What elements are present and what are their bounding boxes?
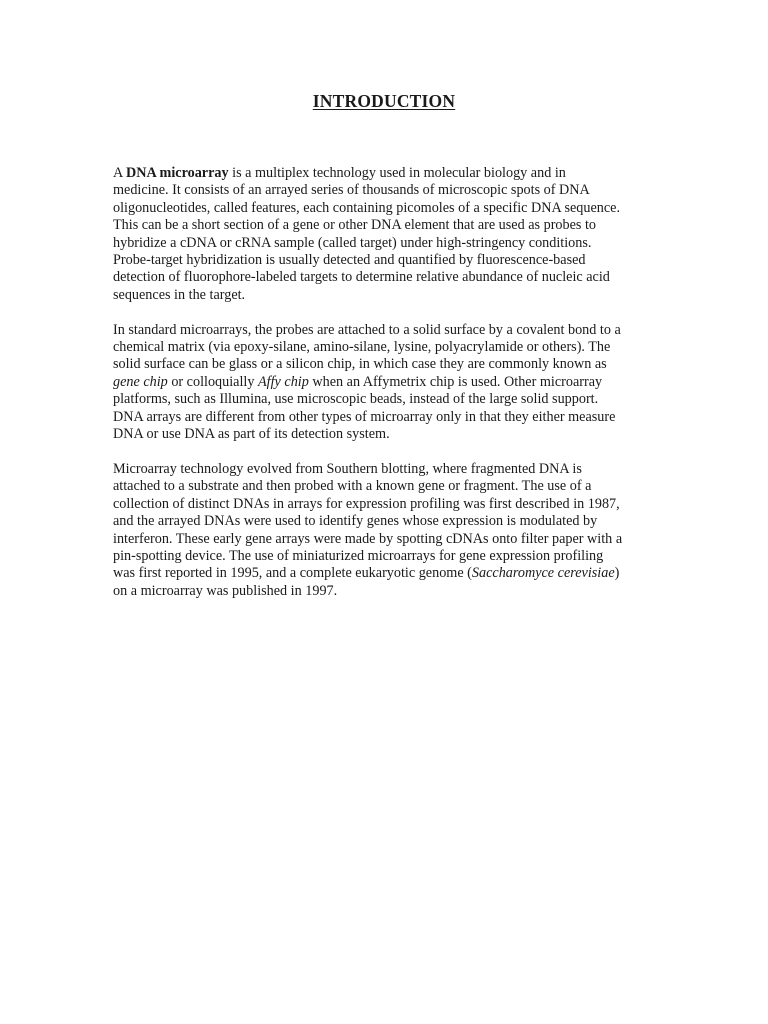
paragraph-1 — [113, 165, 659, 304]
italic-term: Affy chip — [258, 373, 309, 390]
text-line — [113, 513, 659, 530]
text-segment: hybridize a cDNA or cRNA sample (called target) under high-stringency conditions. — [113, 234, 592, 251]
page-title: INTRODUCTION — [312, 91, 456, 111]
text-line — [113, 409, 659, 426]
text-line — [113, 322, 659, 339]
text-line — [113, 217, 659, 234]
text-segment: DNA arrays are different from other types of microarray only in that they either measure — [113, 408, 616, 425]
text-line — [113, 391, 659, 408]
text-line — [113, 374, 659, 391]
text-line — [113, 165, 659, 182]
text-segment: ) — [614, 565, 620, 582]
document-body — [113, 165, 659, 618]
text-segment: when an Affymetrix chip is used. Other microarray — [308, 373, 603, 390]
text-line — [113, 531, 659, 548]
text-line — [113, 356, 659, 373]
text-segment: or colloquially — [167, 373, 258, 390]
text-segment: and the arrayed DNAs were used to identify genes whose expression is modulated by — [113, 513, 598, 530]
text-segment: interferon. These early gene arrays were made by spotting cDNAs onto filter paper with a — [113, 530, 623, 547]
italic-term: Saccharomyce cerevisiae — [471, 565, 615, 582]
text-segment: Probe-target hybridization is usually detected and quantified by fluorescence-based — [113, 252, 586, 269]
text-line — [113, 339, 659, 356]
text-segment: is a multiplex technology used in molecular biology and in — [228, 165, 566, 181]
text-segment: attached to a substrate and then probed with a known gene or fragment. The use of a — [113, 478, 592, 495]
paragraph-3 — [113, 461, 659, 600]
text-segment: on a microarray was published in 1997. — [113, 582, 338, 599]
text-line — [113, 496, 659, 513]
text-segment: oligonucleotides, called features, each containing picomoles of a specific DNA sequence. — [113, 199, 621, 216]
text-line — [113, 478, 659, 495]
paragraph-2 — [113, 322, 659, 444]
text-segment: In standard microarrays, the probes are attached to a solid surface by a covalent bond to a — [113, 321, 621, 338]
text-segment: sequences in the target. — [113, 286, 246, 303]
text-segment: platforms, such as Illumina, use microscopic beads, instead of the large solid support. — [113, 391, 599, 408]
text-line — [113, 583, 659, 600]
text-line — [113, 252, 659, 269]
text-segment: DNA or use DNA as part of its detection system. — [113, 426, 390, 443]
text-segment: medicine. It consists of an arrayed series of thousands of microscopic spots of DNA — [113, 182, 590, 199]
text-segment: chemical matrix (via epoxy-silane, amino-silane, lysine, polyacrylamide or others). The — [113, 339, 611, 356]
text-segment: A — [113, 165, 127, 181]
text-segment: was first reported in 1995, and a complete eukaryotic genome ( — [113, 565, 472, 582]
bold-term: DNA microarray — [126, 165, 229, 181]
text-segment: This can be a short section of a gene or other DNA element that are used as probes to — [113, 217, 597, 234]
text-segment: pin-spotting device. The use of miniaturized microarrays for gene expression profiling — [113, 547, 604, 564]
text-line — [113, 565, 659, 582]
text-segment: collection of distinct DNAs in arrays for expression profiling was first described in 1987, — [113, 495, 620, 512]
text-line — [113, 461, 659, 478]
text-line — [113, 235, 659, 252]
text-line — [113, 269, 659, 286]
text-line — [113, 426, 659, 443]
text-line — [113, 287, 659, 304]
text-line — [113, 182, 659, 199]
text-segment: Microarray technology evolved from Southern blotting, where fragmented DNA is — [113, 460, 582, 477]
italic-term: gene chip — [113, 373, 168, 390]
text-line — [113, 548, 659, 565]
text-segment: detection of fluorophore-labeled targets to determine relative abundance of nucleic acid — [113, 269, 610, 286]
text-line — [113, 200, 659, 217]
text-segment: solid surface can be glass or a silicon chip, in which case they are commonly known as — [113, 356, 607, 373]
